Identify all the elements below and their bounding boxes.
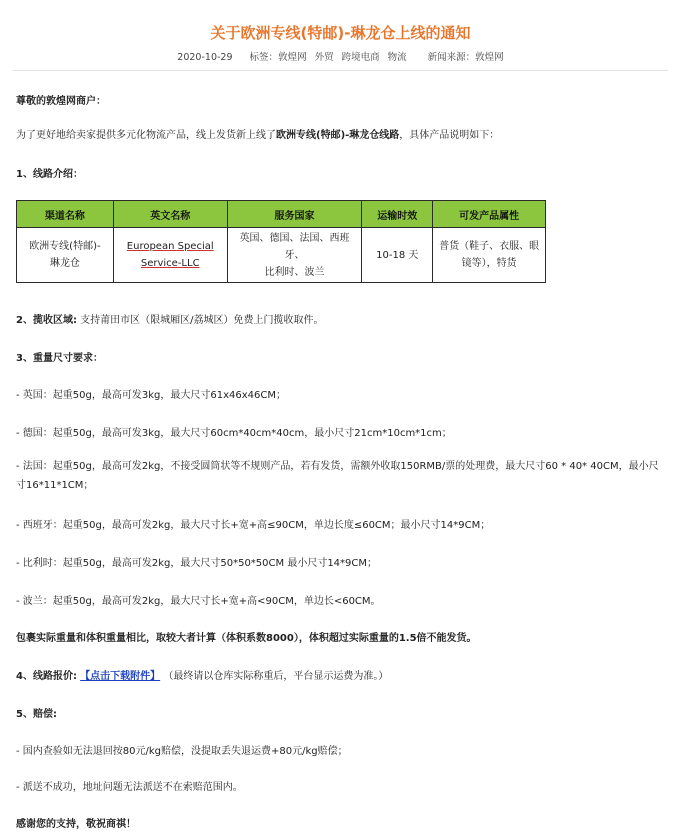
table-header-row [17, 201, 546, 228]
greeting: 尊敬的敦煌网商户： [16, 96, 106, 107]
compensation-rule: - 派送不成功，地址问题无法派送不在索赔范围内。 [16, 782, 243, 793]
tag-link[interactable]: 敦煌网 [278, 52, 307, 63]
compensation-rule: - 国内查验如无法退回按80元/kg赔偿，没提取丢失退运费+80元/kg赔偿； [16, 746, 348, 757]
cell-product-attrs: 普货（鞋子、衣服、眼 镜等），特货 [433, 228, 546, 283]
col-header: 服务国家 [227, 201, 362, 228]
pricing-line: 4、线路报价: 【点击下载附件】 （最终请以仓库实际称重后，平台显示运费为准。） [16, 671, 389, 682]
table-row [17, 228, 546, 283]
cell-countries: 英国、德国、法国、西班牙、 比利时、波兰 [227, 228, 362, 283]
rule-pl: - 波兰：起重50g，最高可发2kg，最大尺寸长+宽+高<90CM，单边长<60CM。 [16, 596, 381, 607]
section-heading-routes: 1、线路介绍： [16, 169, 83, 180]
col-header: 可发产品属性 [433, 201, 546, 228]
tag-link[interactable]: 物流 [387, 52, 407, 63]
rule-es: - 西班牙：起重50g，最高可发2kg，最大尺寸长+宽+高≤90CM，单边长度≤60CM；最小尺寸14*9CM； [16, 520, 491, 531]
news-source: 新闻来源：敦煌网 [427, 52, 504, 63]
closing-thanks: 感谢您的支持，敬祝商祺！ [16, 819, 136, 830]
weight-note: 包裹实际重量和体积重量相比，取较大者计算（体积系数8000），体积超过实际重量的1.5倍不能发货。 [16, 633, 477, 644]
rule-fr: - 法国：起重50g，最高可发2kg，不接受圆筒状等不规则产品，若有发货，需额外收取150RMB/票的处理费，最大尺寸60 * 40* 40CM，最小尺寸16*11*1CM； [16, 461, 659, 491]
divider [13, 70, 668, 71]
col-header: 运输时效 [362, 201, 433, 228]
col-header: 渠道名称 [17, 201, 114, 228]
tag-link[interactable]: 跨境电商 [341, 52, 380, 63]
pickup-area: 2、揽收区域: 支持莆田市区（限城厢区/荔城区）免费上门揽收取件。 [16, 315, 324, 326]
tag-link[interactable]: 外贸 [314, 52, 334, 63]
article-meta [0, 49, 681, 63]
intro-paragraph: 为了更好地给卖家提供多元化物流产品，线上发货新上线了欧洲专线(特邮)-琳龙仓线路，具体产品说明如下： [16, 130, 500, 141]
rule-be: - 比利时：起重50g，最高可发2kg，最大尺寸50*50*50CM 最小尺寸14*9CM； [16, 558, 378, 569]
section-heading-compensation: 5、赔偿: [16, 709, 57, 720]
col-header: 英文名称 [113, 201, 227, 228]
tags-label: 标签： [249, 52, 279, 63]
cell-transit-time: 10-18 天 [362, 228, 433, 283]
rule-uk: - 英国：起重50g，最高可发3kg，最大尺寸61x46x46CM； [16, 390, 286, 401]
cell-channel: 欧洲专线(特邮)- 琳龙仓 [17, 228, 114, 283]
rule-de: - 德国：起重50g，最高可发3kg，最大尺寸60cm*40cm*40cm，最小尺寸21cm*10cm*1cm； [16, 428, 452, 439]
page-title: 关于欧洲专线(特邮)-琳龙仓上线的通知 [210, 24, 471, 42]
download-attachment-link[interactable]: 【点击下载附件】 [80, 671, 161, 682]
route-name: 欧洲专线(特邮)-琳龙仓线路 [276, 130, 400, 141]
tags [250, 52, 411, 63]
publish-date: 2020-10-29 [177, 52, 233, 63]
route-table [16, 200, 546, 283]
cell-english-name: European Special Service-LLC [113, 228, 227, 283]
section-heading-weight: 3、重量尺寸要求： [16, 353, 103, 364]
